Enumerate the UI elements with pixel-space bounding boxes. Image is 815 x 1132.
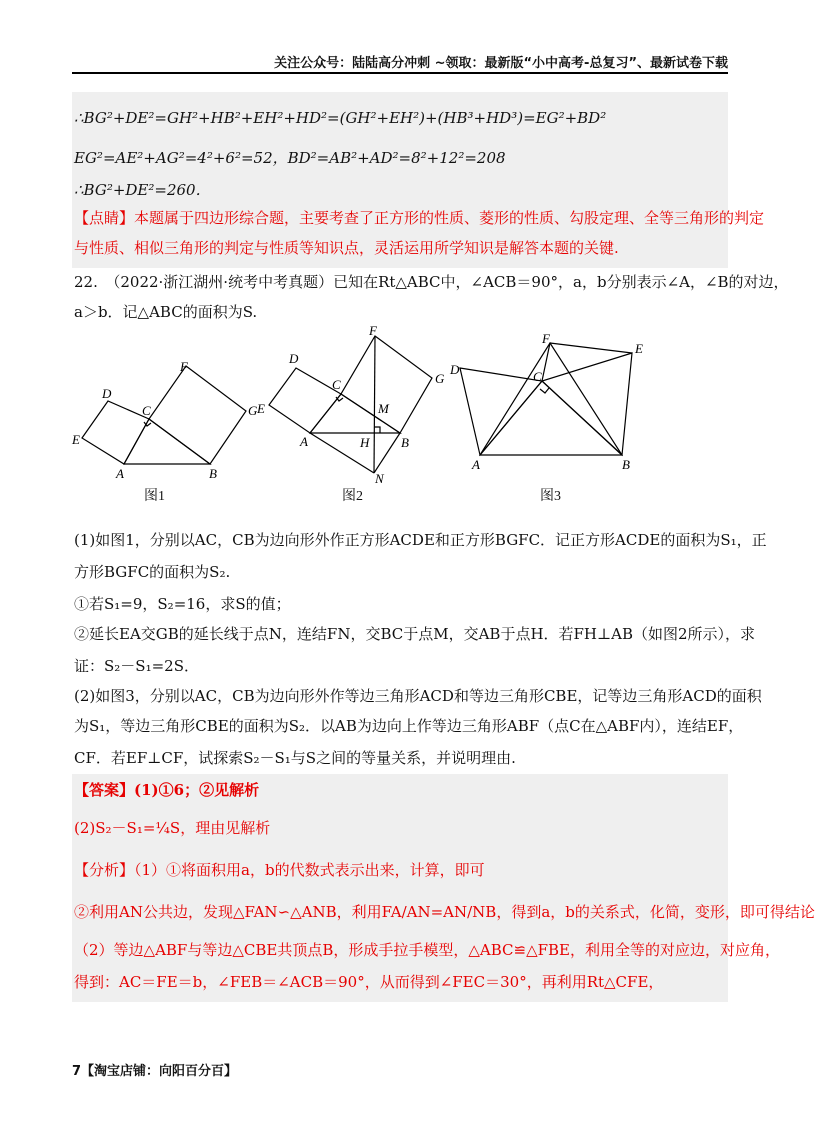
analysis-line-4: 得到：AC＝FE＝b，∠FEB＝∠ACB＝90°，从而得到∠FEC＝30°，再利用Rt△CFE， <box>74 973 664 991</box>
figure-2 <box>257 323 467 505</box>
fig3-label-2: D <box>450 362 460 377</box>
solution-line-2: EG²=AE²+AG²=4²+6²=52，BD²=AB²+AD²=8²+12²=208 <box>74 149 506 167</box>
fig1-label-6: B <box>209 466 217 481</box>
figure-3 <box>450 323 650 505</box>
page-footer: 7【淘宝店铺：向阳百分百】 <box>72 1064 238 1079</box>
fig2-label-9: N <box>375 471 384 486</box>
figures <box>72 323 732 505</box>
fig2-label-6: A <box>300 434 308 449</box>
fig1-caption: 图1 <box>144 489 165 504</box>
fig1-label-1: C <box>142 403 151 418</box>
fig2-label-7: H <box>360 435 370 450</box>
problem-line-1: 22. （2022·浙江湖州·统考中考真题）已知在Rt△ABC中，∠ACB＝90°，a，b分别表示∠A，∠B的对边， <box>74 273 789 291</box>
analysis-line-3: （2）等边△ABF与等边△CBE共顶点B，形成手拉手模型，△ABC≌△FBE，利用全等的对应边，对应角， <box>74 941 780 959</box>
fig1-label-4: G <box>248 403 258 418</box>
comment-line-1: 【点睛】本题属于四边形综合题，主要考查了正方形的性质、菱形的性质、勾股定理、全等三角形的判定 <box>74 209 765 227</box>
figure-2-drawing <box>257 323 467 486</box>
fig1-label-3: E <box>72 432 80 447</box>
question-line-2: 方形BGFC的面积为S₂. <box>74 563 231 581</box>
answer-line-1: 【答案】(1)①6；②见解析 <box>74 781 260 799</box>
fig2-label-1: D <box>289 351 299 366</box>
comment-line-2: 与性质、相似三角形的判定与性质等知识点，灵活运用所学知识是解答本题的关键. <box>74 239 619 257</box>
fig1-label-2: F <box>180 359 188 374</box>
solution-line-1: ∴BG²+DE²=GH²+HB²+EH²+HD²=(GH²+EH²)+(HB³+HD³)=EG²+BD² <box>74 109 607 127</box>
fig2-label-4: E <box>257 401 265 416</box>
fig3-label-0: F <box>542 331 550 346</box>
fig2-label-0: F <box>369 323 377 338</box>
fig1-label-5: A <box>116 466 124 481</box>
question-line-7: 为S₁，等边三角形CBE的面积为S₂．以AB为边向上作等边三角形ABF（点C在△ABF内），连结EF， <box>74 717 744 735</box>
figure-3-drawing <box>450 323 650 483</box>
answer-line-2: (2)S₂－S₁=¼S，理由见解析 <box>74 819 271 837</box>
fig2-label-3: C <box>332 377 341 392</box>
fig3-label-5: B <box>622 457 630 472</box>
answer-shade <box>72 774 728 1002</box>
figure-1-drawing <box>72 323 272 481</box>
analysis-line-2: ②利用AN公共边，发现△FAN∽△ANB，利用FA/AN=AN/NB，得到a，b的关系式，化简，变形，即可得结论 <box>74 903 815 921</box>
fig3-label-1: E <box>635 341 643 356</box>
fig2-label-2: G <box>435 371 445 386</box>
question-line-6: (2)如图3，分别以AC，CB为边向形外作等边三角形ACD和等边三角形CBE，记等边三角形ACD的面积 <box>74 687 762 705</box>
problem-line-2: a＞b．记△ABC的面积为S. <box>74 303 258 321</box>
figure-1 <box>72 323 272 505</box>
question-line-5: 证：S₂－S₁=2S． <box>74 657 199 675</box>
page-header: 关注公众号：陆陆高分冲刺 ~领取：最新版“小中高考-总复习”、最新试卷下载 <box>274 56 728 71</box>
fig3-label-4: A <box>472 457 480 472</box>
solution-line-3: ∴BG²+DE²=260． <box>74 181 211 199</box>
question-line-3: ①若S₁=9，S₂=16，求S的值； <box>74 595 291 613</box>
fig2-label-8: B <box>401 435 409 450</box>
analysis-line-1: 【分析】（1）①将面积用a，b的代数式表示出来，计算，即可 <box>74 861 485 879</box>
question-line-8: CF．若EF⊥CF，试探索S₂－S₁与S之间的等量关系，并说明理由. <box>74 749 516 767</box>
fig1-label-0: D <box>102 386 112 401</box>
fig3-caption: 图3 <box>540 489 561 504</box>
question-line-4: ②延长EA交GB的延长线于点N，连结FN，交BC于点M，交AB于点H．若FH⊥AB（如图2所示），求 <box>74 625 756 643</box>
header-rule <box>72 72 728 74</box>
question-line-1: (1)如图1，分别以AC，CB为边向形外作正方形ACDE和正方形BGFC．记正方形ACDE的面积为S₁，正 <box>74 531 767 549</box>
fig2-caption: 图2 <box>342 489 363 504</box>
fig2-label-5: M <box>378 401 389 416</box>
fig3-label-3: C <box>533 369 542 384</box>
